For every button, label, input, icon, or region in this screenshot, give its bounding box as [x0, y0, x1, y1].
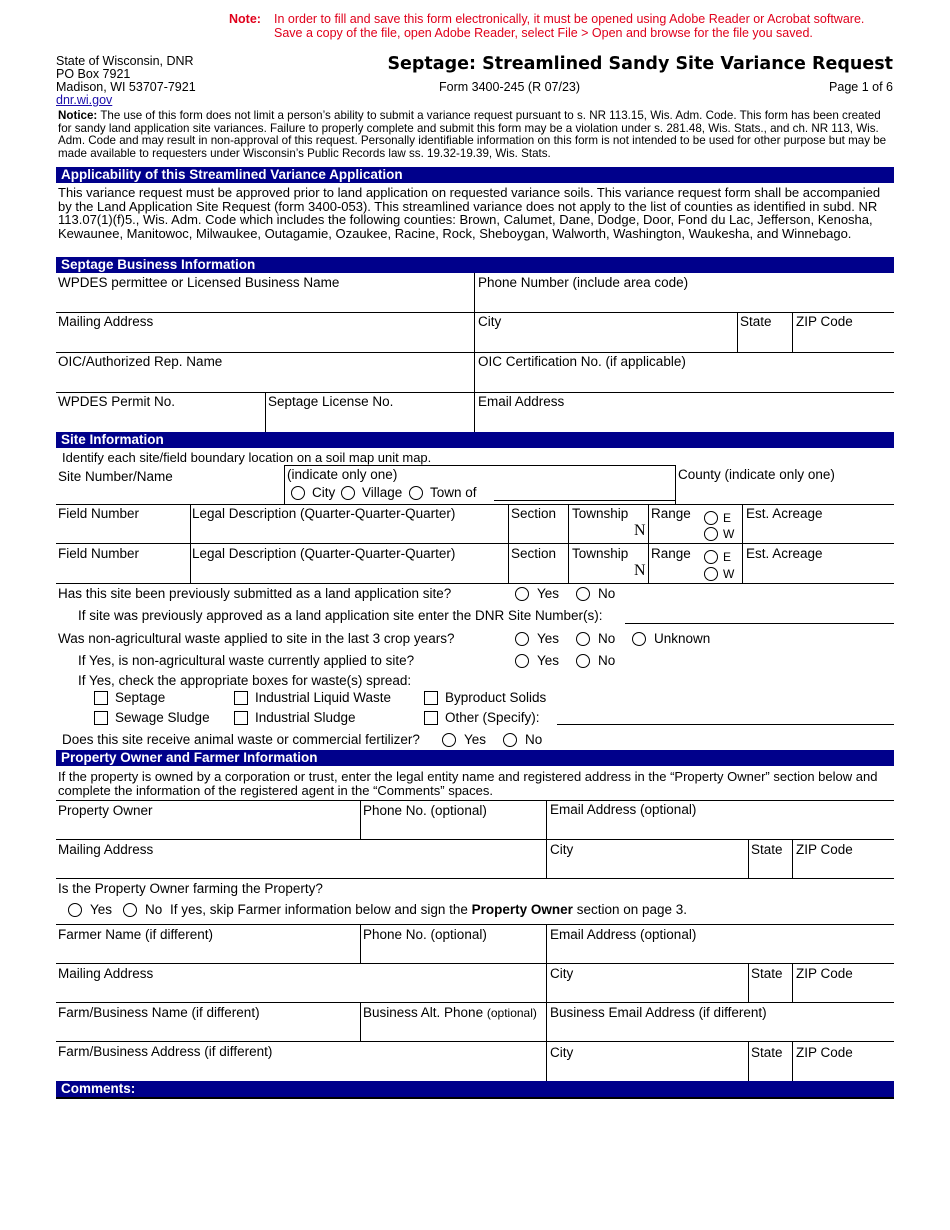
applicability-heading: Applicability of this Streamlined Variance Application [56, 167, 894, 183]
acreage-2[interactable]: Est. Acreage [746, 546, 823, 561]
animal-no-label: No [525, 732, 543, 747]
wpdes-permit-field[interactable]: WPDES Permit No. [58, 394, 176, 409]
radio-town-label: Town of [430, 485, 477, 500]
animal-no-radio[interactable] [503, 733, 517, 747]
waste-other-checkbox[interactable] [424, 711, 438, 725]
animal-yes-label: Yes [464, 732, 487, 747]
header-po-box: PO Box 7921 [56, 67, 131, 81]
farm-name-field[interactable]: Farm/Business Name (if different) [58, 1005, 260, 1020]
nonag-current-yes-label: Yes [537, 653, 560, 668]
section-1[interactable]: Section [511, 506, 557, 521]
range-e-label-1: E [723, 511, 732, 525]
page-number: Page 1 of 6 [829, 80, 893, 94]
farming-no-label: No [145, 902, 163, 917]
farmer-name-field[interactable]: Farmer Name (if different) [58, 927, 214, 942]
waste-septage-label: Septage [115, 690, 166, 705]
legal-desc-2[interactable]: Legal Description (Quarter-Quarter-Quarter) [192, 546, 456, 561]
business-mailing-field[interactable]: Mailing Address [58, 314, 154, 329]
nonag-unknown-radio[interactable] [632, 632, 646, 646]
range-e-radio-2[interactable] [704, 550, 718, 564]
farm-zip-field[interactable]: ZIP Code [796, 1045, 853, 1060]
business-phone-field[interactable]: Phone Number (include area code) [478, 275, 689, 290]
waste-byproduct-label: Byproduct Solids [445, 690, 547, 705]
farmer-zip-field[interactable]: ZIP Code [796, 966, 853, 981]
applicability-text: This variance request must be approved prior to land application on requested variance soils. This variance request form shall be accompanied by the Land Application Site Request (form 3400-053). This streamlined variance does not apply to the list of counties as identified in subd. NR 113.07(1)(f)5., Wis. Adm. Code which includes the following counties: Brown, Calumet, Dane, Dodge, Door, Fond du Lac, Jefferson, Kenosha, Kewaunee, Manitowoc, Milwaukee, Outagamie, Ozaukee, Racine, Rock, Sheboygan, Walworth, Washington, Waukesha, and Winnebago. [58, 185, 881, 241]
form-number: Form 3400-245 (R 07/23) [439, 80, 581, 94]
township-n-1: N [634, 522, 646, 539]
farmer-phone-field[interactable]: Phone No. (optional) [363, 927, 487, 942]
waste-ind-liquid-checkbox[interactable] [234, 691, 248, 705]
business-email-field[interactable]: Email Address [478, 394, 565, 409]
animal-yes-radio[interactable] [442, 733, 456, 747]
farm-state-field[interactable]: State [751, 1045, 783, 1060]
township-n-2: N [634, 562, 646, 579]
farmer-state-field[interactable]: State [751, 966, 783, 981]
field-number-2[interactable]: Field Number [58, 546, 140, 561]
township-2[interactable]: Township [572, 546, 629, 561]
septage-license-field[interactable]: Septage License No. [268, 394, 394, 409]
radio-city[interactable] [291, 486, 305, 500]
range-w-label-1: W [723, 527, 735, 541]
q-farming: Is the Property Owner farming the Property? [58, 881, 323, 896]
nonag-current-no-label: No [598, 653, 616, 668]
business-heading: Septage Business Information [56, 257, 894, 273]
biz-email-field[interactable]: Business Email Address (if different) [550, 1005, 767, 1020]
radio-village-label: Village [362, 485, 403, 500]
radio-town[interactable] [409, 486, 423, 500]
range-w-radio-2[interactable] [704, 567, 718, 581]
business-state-field[interactable]: State [740, 314, 772, 329]
legal-desc-1[interactable]: Legal Description (Quarter-Quarter-Quarter) [192, 506, 456, 521]
range-e-label-2: E [723, 550, 732, 564]
prev-submitted-no-radio[interactable] [576, 587, 590, 601]
owner-phone-field[interactable]: Phone No. (optional) [363, 803, 487, 818]
farm-city-field[interactable]: City [550, 1045, 574, 1060]
range-e-radio-1[interactable] [704, 511, 718, 525]
field-number-1[interactable]: Field Number [58, 506, 140, 521]
farming-no-radio[interactable] [123, 903, 137, 917]
range-2[interactable]: Range [651, 546, 691, 561]
notice-label: Notice: [58, 109, 98, 122]
owner-email-field[interactable]: Email Address (optional) [550, 802, 697, 817]
waste-ind-liquid-label: Industrial Liquid Waste [255, 690, 392, 705]
radio-village[interactable] [341, 486, 355, 500]
owner-state-field[interactable]: State [751, 842, 783, 857]
header-org: State of Wisconsin, DNR [56, 54, 194, 68]
business-zip-field[interactable]: ZIP Code [796, 314, 853, 329]
farmer-city-field[interactable]: City [550, 966, 574, 981]
q-animal: Does this site receive animal waste or commercial fertilizer? [62, 732, 420, 747]
oic-cert-field[interactable]: OIC Certification No. (if applicable) [478, 354, 686, 369]
waste-septage-checkbox[interactable] [94, 691, 108, 705]
q-prev-approved: If site was previously approved as a land application site enter the DNR Site Number(s): [78, 608, 603, 623]
waste-ind-sludge-checkbox[interactable] [234, 711, 248, 725]
farmer-mailing-field[interactable]: Mailing Address [58, 966, 154, 981]
farmer-email-field[interactable]: Email Address (optional) [550, 927, 697, 942]
nonag-unknown-label: Unknown [654, 631, 711, 646]
site-identify-note: Identify each site/field boundary location on a soil map unit map. [62, 450, 432, 465]
business-city-field[interactable]: City [478, 314, 502, 329]
property-owner-field[interactable]: Property Owner [58, 803, 153, 818]
owner-zip-field[interactable]: ZIP Code [796, 842, 853, 857]
prev-submitted-yes-label: Yes [537, 586, 560, 601]
owner-mailing-field[interactable]: Mailing Address [58, 842, 154, 857]
dnr-site-number-input[interactable] [625, 623, 894, 624]
county-field[interactable]: County (indicate only one) [678, 467, 835, 482]
owner-heading: Property Owner and Farmer Information [56, 750, 894, 766]
owner-intro: If the property is owned by a corporation or trust, enter the legal entity name and registered address in the “Property Owner” section below and complete the information of the registered agent in the “Comments” spaces. [58, 769, 878, 798]
radio-city-label: City [312, 485, 336, 500]
header-city: Madison, WI 53707-7921 [56, 80, 196, 94]
form-title: Septage: Streamlined Sandy Site Variance Request [387, 54, 893, 74]
section-2[interactable]: Section [511, 546, 557, 561]
farming-skip-note: If yes, skip Farmer information below and sign the Property Owner section on page 3. [170, 902, 688, 917]
indicate-one-label: (indicate only one) [287, 467, 398, 482]
website-link[interactable]: dnr.wi.gov [56, 93, 113, 107]
waste-ind-sludge-label: Industrial Sludge [255, 710, 356, 725]
range-1[interactable]: Range [651, 506, 691, 521]
wpdes-name-field[interactable]: WPDES permittee or Licensed Business Name [58, 275, 340, 290]
oic-name-field[interactable]: OIC/Authorized Rep. Name [58, 354, 223, 369]
site-number-field[interactable]: Site Number/Name [58, 469, 173, 484]
waste-other-label: Other (Specify): [445, 710, 540, 725]
nonag-current-no-radio[interactable] [576, 654, 590, 668]
nonag-current-yes-radio[interactable] [515, 654, 529, 668]
waste-byproduct-checkbox[interactable] [424, 691, 438, 705]
farm-address-field[interactable]: Farm/Business Address (if different) [58, 1044, 273, 1059]
prev-submitted-yes-radio[interactable] [515, 587, 529, 601]
waste-sewage-label: Sewage Sludge [115, 710, 210, 725]
waste-other-input[interactable] [557, 724, 894, 725]
nonag-yes-label: Yes [537, 631, 560, 646]
waste-sewage-checkbox[interactable] [94, 711, 108, 725]
nonag-no-radio[interactable] [576, 632, 590, 646]
notice-text: The use of this form does not limit a person’s ability to submit a variance request pursuant to s. NR 113.15, Wis. Adm. Code. This form has been created for sandy land application site variances. Failure to properly complete and submit this form may be a violation under s. 281.48, Wis. Stats., and ch. NR 113, Wis. Adm. Code and may result in non-approval of this request. Personally identifiable information on this form is not intended to be used for other purpose but may be made available to requesters under Wisconsin’s Public Records law ss. 19.32-19.39, Wis. Stats. [58, 109, 887, 160]
q-nonag-current: If Yes, is non-agricultural waste currently applied to site? [78, 653, 415, 668]
prev-submitted-no-label: No [598, 586, 616, 601]
top-note-label: Note: [229, 12, 261, 26]
top-note-line1: In order to fill and save this form electronically, it must be opened using Adobe Reader or Acrobat software. [274, 12, 865, 26]
acreage-1[interactable]: Est. Acreage [746, 506, 823, 521]
top-note-line2: Save a copy of the file, open Adobe Reader, select File > Open and browse for the file you saved. [274, 26, 813, 40]
q-check-boxes: If Yes, check the appropriate boxes for waste(s) spread: [78, 673, 412, 688]
q-prev-submitted: Has this site been previously submitted as a land application site? [58, 586, 452, 601]
owner-city-field[interactable]: City [550, 842, 574, 857]
range-w-label-2: W [723, 567, 735, 581]
nonag-no-label: No [598, 631, 616, 646]
notice-block [58, 110, 894, 160]
township-1[interactable]: Township [572, 506, 629, 521]
farming-yes-radio[interactable] [68, 903, 82, 917]
farming-yes-label: Yes [90, 902, 113, 917]
range-w-radio-1[interactable] [704, 527, 718, 541]
comments-heading: Comments: [56, 1081, 894, 1097]
nonag-yes-radio[interactable] [515, 632, 529, 646]
alt-phone-field[interactable]: Business Alt. Phone (optional) [363, 1005, 537, 1020]
q-nonag: Was non-agricultural waste applied to site in the last 3 crop years? [58, 631, 455, 646]
site-heading: Site Information [56, 432, 894, 448]
